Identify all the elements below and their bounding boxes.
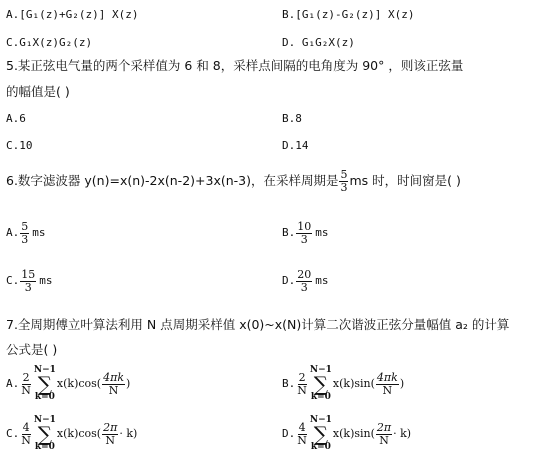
- q5-stem-line1: 5.某正弦电气量的两个采样值为 6 和 8，采样点间隔的电角度为 90° ，则该正弦量: [6, 58, 464, 73]
- q7-a-arg-den: N: [108, 383, 119, 397]
- q7-d-xk: x(k): [332, 427, 355, 440]
- q6-option-d-label: D.: [282, 274, 296, 287]
- q5-option-b: B.8: [282, 112, 302, 125]
- q7-d-arg-den: N: [379, 433, 389, 447]
- q4-option-d: D. G₁G₂X(z): [282, 36, 355, 49]
- q7-a-arg-num: 4πk: [103, 370, 124, 384]
- q7-b-xk: x(k): [332, 377, 355, 390]
- q6-frac-den: 3: [340, 180, 348, 194]
- q7-c-xk: x(k): [56, 427, 79, 440]
- q6-option-d: [282, 264, 329, 298]
- q7-option-c: C. $\frac{4}{N}$ N−1 ∑ k=0 x(k) cos ( $\frac{2\pi}{N}$ · k): [6, 415, 138, 452]
- q7-a-sum-bot: k=0: [34, 392, 55, 402]
- q6-c-den: 3: [24, 280, 32, 294]
- q7-a-xk: x(k): [56, 377, 79, 390]
- q7-option-d-label: D.: [282, 427, 296, 440]
- q7-a-summation: N−1 ∑ k=0: [33, 365, 56, 402]
- q5-option-a: A.6: [6, 112, 26, 125]
- q6-stem-suffix: ms 时，时间窗是( ): [349, 173, 461, 188]
- q6-stem-prefix: 6.数字滤波器 y(n)=x(n)-2x(n-2)+3x(n-3)，在采样周期是: [6, 173, 339, 188]
- q7-c-arg-den: N: [105, 433, 116, 447]
- q7-d-func: sin: [354, 427, 371, 440]
- q7-a-coef: 2: [22, 370, 30, 384]
- q7-d-coef: 4: [298, 420, 306, 434]
- q6-option-b: [282, 216, 329, 250]
- q7-d-summation: N−1 ∑ k=0: [309, 415, 332, 452]
- q7-option-b-label: B.: [282, 377, 296, 390]
- q7-d-dot-k: · k): [393, 427, 412, 440]
- q7-c-sum-bot: k=0: [34, 442, 55, 452]
- q6-option-b-label: B.: [282, 226, 296, 239]
- q6-sampling-fraction: [339, 169, 348, 194]
- q6-option-a: [6, 216, 46, 250]
- q7-c-arg-num: 2π: [103, 420, 118, 434]
- q7-stem-line2: 公式是( ): [6, 342, 58, 357]
- q6-a-num: 5: [21, 219, 29, 233]
- q7-stem-line1: 7.全周期傅立叶算法利用 N 点周期采样值 x(0)~x(N)计算二次谐波正弦分量幅值 a₂ 的计算: [6, 317, 510, 332]
- q5-option-d: D.14: [282, 139, 309, 152]
- q7-c-sum-top: N−1: [33, 415, 56, 425]
- q7-b-func: sin: [354, 377, 371, 390]
- q7-option-a-label: A.: [6, 377, 20, 390]
- q6-option-c: [6, 264, 53, 298]
- q7-option-c-label: C.: [6, 427, 20, 440]
- q7-option-a: A. $\frac{2}{N}$ N−1 ∑ k=0 x(k) cos ( $\frac{4\pi k}{N}$ ): [6, 365, 131, 402]
- q6-stem: [6, 166, 461, 196]
- q7-a-sum-top: N−1: [33, 365, 56, 375]
- q7-d-sum-top: N−1: [309, 415, 332, 425]
- q7-b-coef: 2: [298, 370, 306, 384]
- q6-b-num: 10: [297, 219, 312, 233]
- q7-option-d: D. $\frac{4}{N}$ N−1 ∑ k=0 x(k) sin ( $\frac{2\pi}{N}$ · k): [282, 415, 412, 452]
- q6-b-unit: ms: [315, 226, 329, 239]
- q7-c-func: cos: [78, 427, 97, 440]
- q7-c-summation: N−1 ∑ k=0: [33, 415, 56, 452]
- q6-a-den: 3: [21, 232, 29, 246]
- q7-c-n: N: [21, 433, 31, 447]
- q7-a-func: cos: [78, 377, 97, 390]
- q5-option-c: C.10: [6, 139, 33, 152]
- q6-option-c-label: C.: [6, 274, 20, 287]
- q6-frac-num: 5: [340, 167, 348, 181]
- q6-d-unit: ms: [315, 274, 329, 287]
- q4-option-a: A.[G₁(z)+G₂(z)] X(z): [6, 8, 139, 21]
- q6-d-num: 20: [297, 267, 312, 281]
- q7-b-summation: N−1 ∑ k=0: [309, 365, 332, 402]
- q7-b-sum-top: N−1: [309, 365, 332, 375]
- q7-d-arg-num: 2π: [376, 420, 392, 434]
- q7-a-n: N: [21, 383, 31, 397]
- q6-b-den: 3: [300, 232, 308, 246]
- q7-d-sum-bot: k=0: [310, 442, 331, 452]
- q6-c-num: 15: [21, 267, 36, 281]
- q4-option-c: C.G₁X(z)G₂(z): [6, 36, 93, 49]
- q7-b-arg-den: N: [382, 383, 393, 397]
- q5-stem-line2: 的幅值是( ): [6, 84, 70, 99]
- q6-option-a-label: A.: [6, 226, 20, 239]
- q7-option-b: B. $\frac{2}{N}$ N−1 ∑ k=0 x(k) sin ( $\frac{4\pi k}{N}$ ): [282, 365, 405, 402]
- q7-c-coef: 4: [22, 420, 30, 434]
- q7-b-n: N: [297, 383, 307, 397]
- q7-c-dot-k: · k): [119, 427, 138, 440]
- q4-option-b: B.[G₁(z)-G₂(z)] X(z): [282, 8, 415, 21]
- q6-d-den: 3: [300, 280, 308, 294]
- q7-b-arg-num: 4πk: [376, 370, 398, 384]
- q6-a-unit: ms: [32, 226, 46, 239]
- q7-b-sum-bot: k=0: [310, 392, 331, 402]
- q6-c-unit: ms: [39, 274, 53, 287]
- q7-d-n: N: [297, 433, 307, 447]
